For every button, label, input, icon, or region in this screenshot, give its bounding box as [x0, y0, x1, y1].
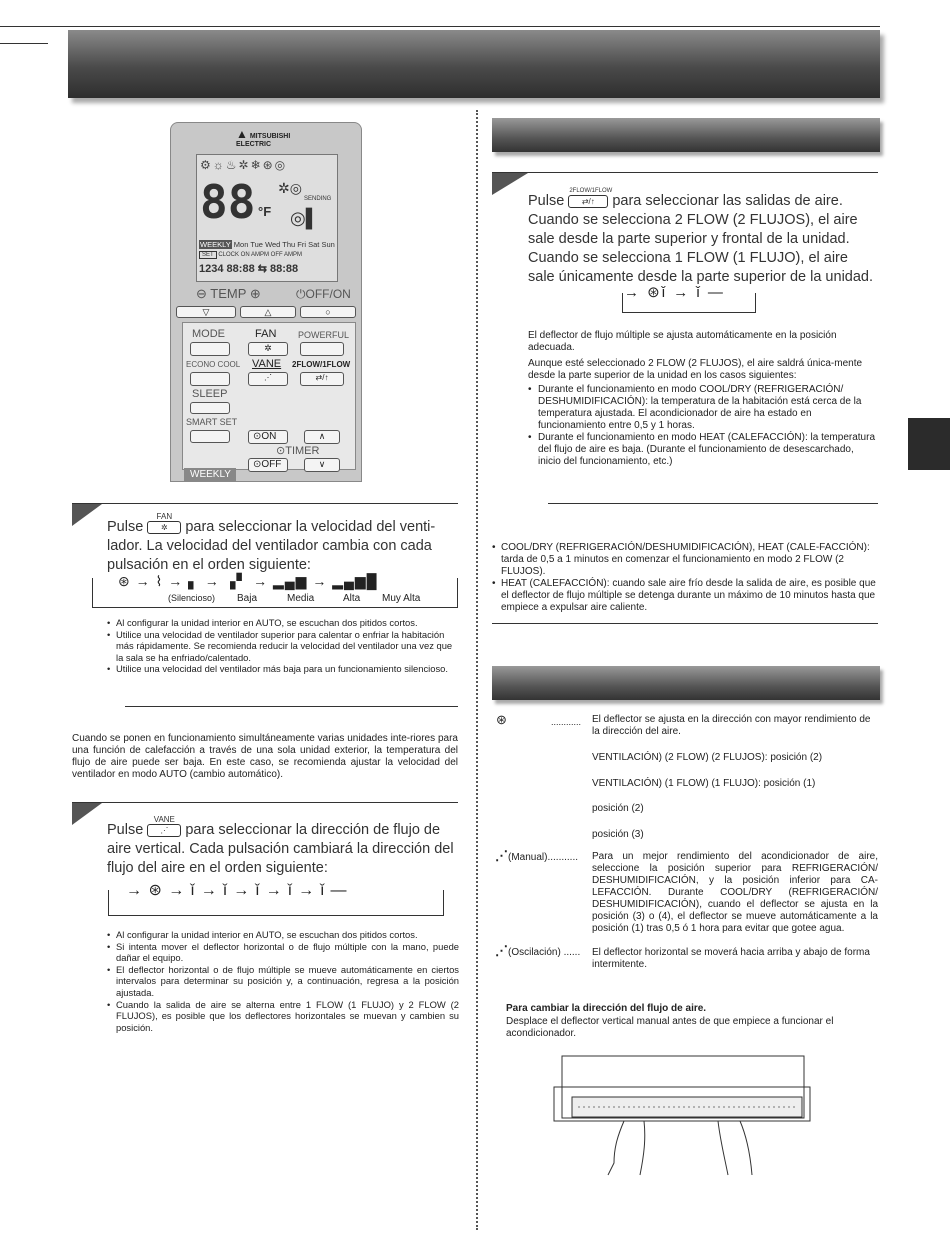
vane-instruction: [107, 814, 459, 878]
flow-cases: [528, 384, 878, 468]
sleep-button[interactable]: [190, 402, 230, 414]
vane-instruction-text: para seleccionar la dirección de flujo de aire vertical. Cada pulsación cambiará la dirección del flujo del aire en el orden siguiente:: [107, 822, 454, 876]
fan-section-rule: [72, 503, 458, 504]
days-row: [199, 240, 335, 249]
vane-section-rule: [72, 802, 458, 803]
timer-off-label: OFF: [261, 459, 282, 470]
time-display: 88:88 ⇆ 88:88: [226, 263, 299, 275]
minus-icon[interactable]: ⊖: [196, 286, 207, 301]
temp-down-button[interactable]: ▽: [176, 306, 236, 318]
plus-icon[interactable]: ⊕: [249, 286, 261, 301]
nums-label: 1234: [199, 263, 224, 275]
auto-line3: posición (2): [592, 803, 644, 814]
speed-med: Media: [287, 593, 315, 604]
vane-modes-bar: [492, 666, 880, 700]
manual-label: (Manual)...........: [508, 852, 579, 863]
weekly-tag: WEEKLY: [200, 240, 231, 249]
swing-text: El deflector horizontal se moverá hacia arriba y abajo de forma intermitente.: [592, 947, 870, 970]
auto-dots: ............: [551, 717, 582, 727]
auto-text: El deflector se ajusta en la dirección con mayor rendimiento de la dirección del aire.: [592, 714, 871, 737]
auto-line4: posición (3): [592, 829, 644, 840]
vane-note: • Si intenta mover el deflector horizontal o de flujo múltiple con la mano, puede dañar el equipo.: [107, 941, 459, 964]
title-banner: [68, 30, 880, 98]
vane-btn-label: VANE: [153, 814, 175, 824]
vane-pulse-text: Pulse: [107, 822, 144, 838]
flow-instruction-text: para seleccionar las salidas de aire. Cuando se selecciona 2 FLOW (2 FLUJOS), el aire sale desde la parte superior y frontal de la unidad. Cuando se selecciona 1 FLOW (1 FLUJO), el aire sale únicamente desde la parte superior de la unidad.: [528, 193, 874, 285]
vane-note: • El deflector horizontal o de flujo múltiple se mueve automáticamente en ciertos intervalos para determinar su posición y, a continuación, regresa a la posición ajustada.: [107, 964, 459, 999]
flow-label: 2FLOW/1FLOW: [292, 360, 351, 369]
fan-corner: [72, 504, 102, 526]
manual-icon: ⋰: [495, 848, 508, 863]
fan-pulse-text: Pulse: [107, 519, 144, 535]
swing-row: [495, 945, 580, 959]
side-tab: [908, 418, 950, 470]
offon-label: OFF/ON: [305, 287, 351, 301]
swing-icon: ⋰: [495, 943, 508, 958]
temp-up-button[interactable]: △: [240, 306, 296, 318]
sending-label: SENDING: [304, 196, 332, 202]
mode-icons: ⚙☼♨✲❄⊛◎: [200, 158, 288, 172]
temp-label: TEMP: [210, 286, 247, 301]
timer-label: ⊙TIMER: [276, 445, 320, 457]
auto-line1: VENTILACIÓN) (2 FLOW) (2 FLUJOS): posición (2): [592, 752, 823, 763]
timer-on-label: ON: [261, 431, 277, 442]
fan-instruction-text: para seleccionar la velocidad del venti-lador. La velocidad del ventilador cambia con cada pulsación en el orden siguiente:: [107, 519, 436, 573]
fan-instruction: [107, 511, 459, 575]
fan-note: • Utilice una velocidad del ventilador más baja para un funcionamiento silencioso.: [107, 663, 457, 675]
fan-button[interactable]: ✲: [248, 342, 288, 356]
flow-corner: [492, 173, 528, 195]
fan-btn-icon: FAN ✲: [147, 521, 181, 534]
auto-line2: VENTILACIÓN) (1 FLOW) (1 FLUJO): posición (1): [592, 778, 816, 789]
temp-row: [196, 286, 261, 302]
vane-btn-icon: VANE ⋰: [147, 824, 181, 837]
sleep-label: SLEEP: [192, 388, 228, 400]
vane-icon: ◎▌: [290, 208, 319, 228]
right-notes-rule: [492, 623, 878, 624]
column-divider: [476, 110, 478, 1230]
set-tag: SET: [199, 251, 217, 259]
top-rule: [0, 26, 880, 27]
time-row: [199, 262, 298, 275]
brand-logo: ▲ MITSUBISHI ELECTRIC: [236, 127, 291, 148]
auto-icon: ⊛: [496, 712, 507, 727]
change-direction-heading: Para cambiar la dirección del flujo de aire.: [506, 1003, 707, 1014]
fan-cycle-icons: ⊛ → ⌇ → ▖ → ▗▘ → ▂▄▆ → ▂▄▆█: [118, 573, 378, 589]
timer-up-button[interactable]: ∧: [304, 430, 340, 444]
flow-case: • Durante el funcionamiento en modo COOL/DRY (REFRIGERACIÓN/ DESHUMIDIFICACIÓN): la temperatura de la habitación está cerca de la temperatura ajustada. El acondicionador de aire ha estado en funcionamiento entre 0,5 y 1 horas.: [528, 384, 878, 432]
flow-section-rule: [492, 172, 878, 173]
flow-section-bar: [492, 118, 880, 152]
flow-case: • Durante el funcionamiento en modo HEAT (CALEFACCIÓN): la temperatura del flujo de aire es baja. (Durante el funcionamiento de desescarchado, inicio del funcionamiento, etc.): [528, 432, 878, 468]
top-rule-short: [0, 43, 48, 44]
manual-row: [495, 850, 578, 864]
flow-pulse-text: Pulse: [528, 193, 565, 209]
vane-label: VANE: [252, 358, 282, 370]
flow-cycle-icons: → ⊛ǐ → ǐ —: [624, 284, 725, 301]
fan-notes: [107, 617, 457, 675]
vane-corner: [72, 803, 102, 825]
fan-note: • Utilice una velocidad de ventilador superior para calentar o enfriar la habitación más rápidamente. Se recomienda reducir la velocidad del ventilador una vez que la sala se ha enfriado/calentado.: [107, 629, 457, 664]
right-notes: [492, 542, 880, 614]
vane-note: • Cuando la salida de aire se alterna entre 1 FLOW (1 FLUJO) y 2 FLOW (2 FLUJOS), es posible que los deflectores horizontales se muevan y cambien su posición.: [107, 999, 459, 1034]
flow-btn-label: 2FLOW/1FLOW: [569, 187, 613, 194]
timer-on-button[interactable]: ⊙ON: [248, 430, 288, 444]
timer-text: TIMER: [285, 445, 320, 457]
flow-end-rule: [548, 503, 878, 504]
mode-label: MODE: [192, 328, 225, 340]
speed-high: Alta: [343, 593, 361, 604]
manual-text: Para un mejor rendimiento del acondicionador de aire, seleccione la posición superior para REFRIGERACIÓN/ DESHUMIDIFICACIÓN, y la posición inferior para CA-LEFACCIÓN. Durante COOL/DRY (REFRIGERACIÓN/ DESHUMIDIFICACIÓN), cuando el deflector se ajusta en la posición (3) o (4), el deflector se mueve automáticamente a la posición (1) tras 0,5 ó 1 hora para evitar que gotee agua.: [592, 851, 878, 934]
flow-btn-icon: 2FLOW/1FLOW ⇄/↑: [568, 195, 608, 208]
smart-button[interactable]: [190, 430, 230, 443]
power-button[interactable]: ○: [300, 306, 356, 318]
power-icon: ⏻: [296, 287, 306, 301]
temp-digits: 88: [200, 175, 256, 229]
days-label: Mon Tue Wed Thu Fri Sat Sun: [233, 240, 335, 249]
vane-cycle-icons: → ⊛ → ǐ → ǐ → ǐ → ǐ → ǐ —: [126, 882, 348, 899]
unit-label: °F: [258, 204, 272, 219]
swing-label: (Oscilación) ......: [508, 947, 581, 958]
vane-notes: [107, 929, 459, 1033]
timer-down-button[interactable]: ∨: [304, 458, 340, 472]
vane-note: • Al configurar la unidad interior en AUTO, se escuchan dos pitidos cortos.: [107, 929, 459, 941]
smart-label: SMART SET: [186, 417, 238, 427]
weekly-tab[interactable]: WEEKLY: [184, 468, 236, 482]
flow-para1: El deflector de flujo múltiple se ajusta automáticamente en la posición adecuada.: [528, 330, 837, 353]
indoor-unit-illustration: [548, 1055, 818, 1183]
flow-instruction: [528, 187, 878, 287]
flow-para2: Aunque esté seleccionado 2 FLOW (2 FLUJOS), el aire saldrá única-mente desde la parte superior de la unidad en los casos siguientes:: [528, 358, 863, 381]
speed-silent: (Silencioso): [168, 593, 216, 603]
change-direction-text: Desplace el deflector vertical manual antes de que empiece a funcionar el acondicionador.: [506, 1016, 834, 1039]
speed-low: Baja: [237, 593, 258, 604]
multi-unit-note: Cuando se ponen en funcionamiento simultáneamente varias unidades inte-riores para una función de calefacción a través de una sola unidad exterior, la temperatura del flujo de aire puede ser baja. En este caso, se recomienda ajustar la velocidad del ventilador en modo AUTO (cambio automático).: [72, 733, 458, 780]
fan-btn-label: FAN: [156, 511, 173, 521]
powerful-button[interactable]: [300, 342, 344, 356]
fan-note: • Al configurar la unidad interior en AUTO, se escuchan dos pitidos cortos.: [107, 617, 457, 629]
timer-off-button[interactable]: ⊙OFF: [248, 458, 288, 472]
mode-button[interactable]: [190, 342, 230, 356]
brand-text: MITSUBISHI ELECTRIC: [236, 133, 291, 148]
speed-veryhigh: Muy Alta: [382, 593, 421, 604]
fan-label: FAN: [255, 328, 277, 340]
econo-label: ECONO COOL: [186, 360, 241, 369]
offon-row[interactable]: [296, 287, 351, 302]
right-note: • COOL/DRY (REFRIGERACIÓN/DESHUMIDIFICACIÓN), HEAT (CALE-FACCIÓN): tarda de 0,5 a 1 minutos en comenzar el funcionamiento en modo 2 FLOW (2 FLUJOS).: [492, 542, 880, 578]
vane-button[interactable]: ⋰: [248, 372, 288, 386]
flow-button[interactable]: ⇄/↑: [300, 372, 344, 386]
econo-button[interactable]: [190, 372, 230, 386]
powerful-label: POWERFUL: [298, 330, 350, 340]
clock-row: [199, 252, 302, 258]
clock-label: CLOCK ON AMPM OFF AMPM: [218, 252, 303, 258]
right-note: • HEAT (CALEFACCIÓN): cuando sale aire frío desde la salida de aire, es posible que el deflector de flujo múltiple se detenga durante un máximo de 10 minutos hasta que empiece a expulsar aire caliente.: [492, 578, 880, 614]
fan-icons: ✲◎: [278, 180, 302, 196]
fan-end-rule: [125, 706, 458, 707]
